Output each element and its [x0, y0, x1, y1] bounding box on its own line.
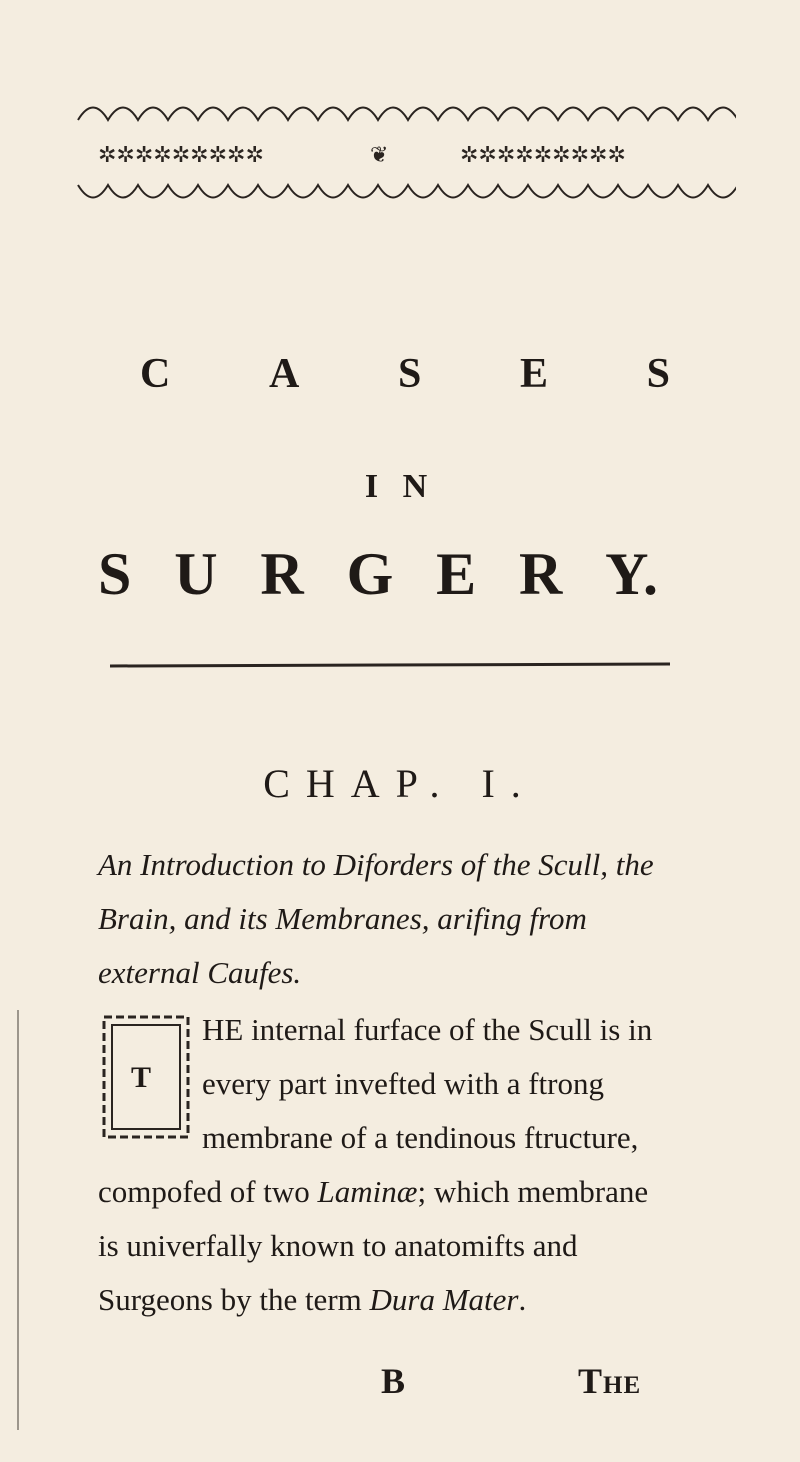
page-edge-shadow — [17, 1010, 19, 1430]
title-letter: R — [518, 541, 563, 607]
title-letter: S — [646, 351, 670, 397]
title-letter: G — [346, 541, 394, 607]
title-letter: S — [98, 541, 132, 607]
italic-term: Laminæ — [317, 1174, 418, 1209]
svg-text:❦: ❦ — [370, 143, 389, 168]
svg-text:✲✲✲✲✲✲✲✲✲: ✲✲✲✲✲✲✲✲✲ — [98, 143, 264, 168]
dropcap-ornament — [98, 1003, 194, 1149]
headpiece-ornament — [68, 80, 736, 210]
title-letter: E — [519, 351, 548, 397]
body-text: ; which membrane is univerfally known to anatomifts and Surgeons by the term — [98, 1174, 649, 1317]
title-in: I N — [364, 468, 436, 505]
signature-mark: B — [381, 1361, 406, 1401]
title-letter: E — [436, 541, 477, 607]
title-surgery — [98, 540, 658, 609]
title-letter: S — [397, 351, 422, 397]
title-letter: R — [260, 541, 304, 607]
title-letter: Y. — [605, 541, 658, 607]
catchword: The — [578, 1361, 642, 1401]
body-text: . — [518, 1282, 527, 1317]
title-letter: C — [140, 351, 171, 397]
chapter-subtitle: An Introduction to Diforders of the Scull, the Brain, and its Membranes, arifing from external Caufes. — [98, 847, 654, 990]
chapter-heading: CHAP. I. — [263, 761, 537, 806]
title-letter: U — [174, 541, 218, 607]
title-letter: A — [268, 351, 300, 397]
italic-term: Dura Mater — [369, 1282, 519, 1317]
title-cases — [140, 350, 670, 398]
body-text: HE internal furface of the Scull is in every part invefted with a ftrong membrane of a tendinous ftructure, compofed of two — [98, 1012, 653, 1209]
body-paragraph — [98, 1003, 658, 1327]
dropcap-letter: T — [131, 1061, 152, 1094]
horizontal-rule — [110, 660, 670, 670]
svg-text:✲✲✲✲✲✲✲✲✲: ✲✲✲✲✲✲✲✲✲ — [460, 143, 626, 168]
